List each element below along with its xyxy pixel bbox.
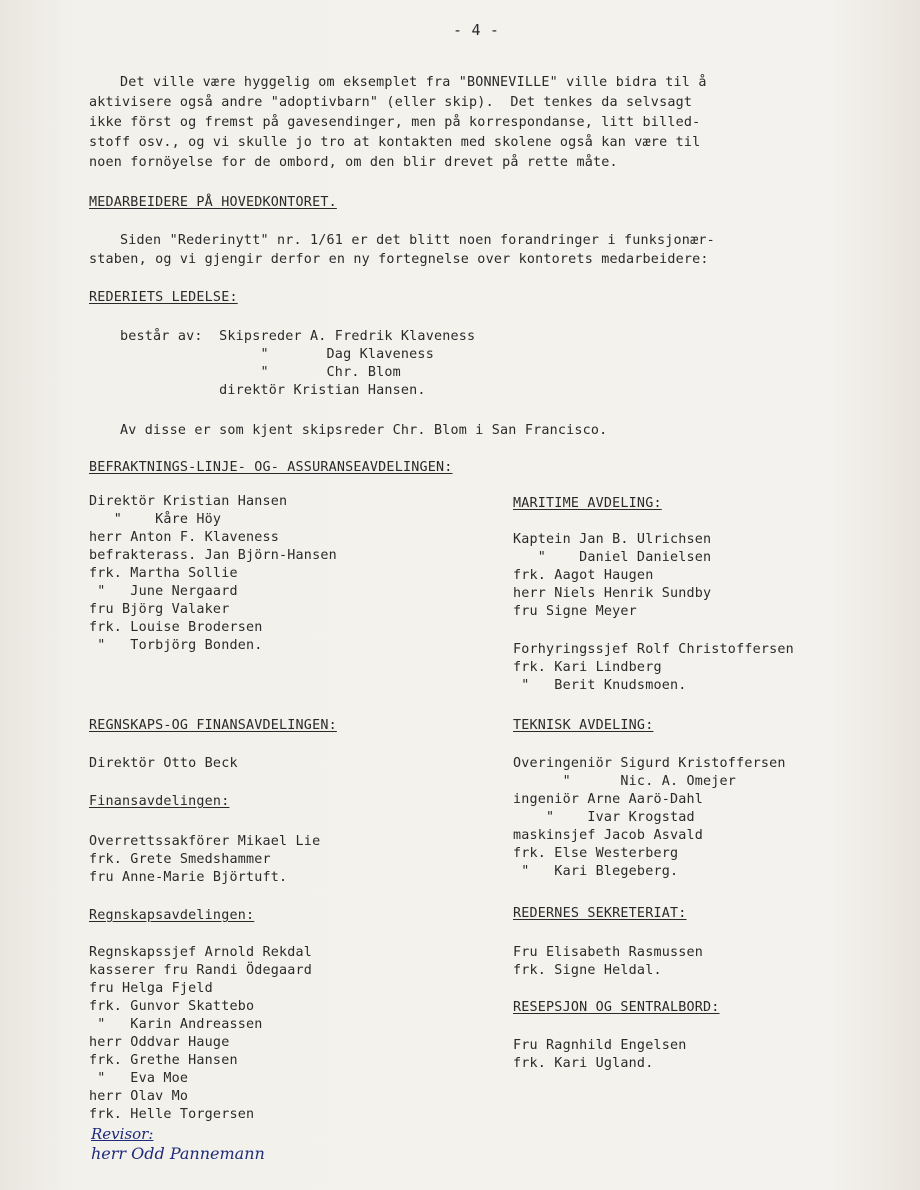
staff-line: frk. Kari Lindberg [513, 660, 662, 675]
staff-line: frk. Grethe Hansen [89, 1053, 238, 1068]
staff-line: fru Signe Meyer [513, 604, 637, 619]
staff-line: " Ivar Krogstad [513, 810, 695, 825]
staff-line: " Nic. A. Omejer [513, 774, 737, 789]
staff-line: " Karin Andreassen [89, 1017, 263, 1032]
staff-line: " Eva Moe [89, 1071, 189, 1086]
staff-line: herr Oddvar Hauge [89, 1035, 230, 1050]
finans-heading: Finansavdelingen: [89, 794, 230, 809]
section-heading: MEDARBEIDERE PÅ HOVEDKONTORET. [89, 195, 337, 210]
intro-line: stoff osv., og vi skulle jo tro at kontakten med skolene også kan være til [89, 135, 701, 150]
intro-line: ikke först og fremst på gavesendinger, men på korrespondanse, litt billed- [89, 115, 701, 130]
befraktning-heading: BEFRAKTNINGS-LINJE- OG- ASSURANSEAVDELINGEN: [89, 460, 453, 475]
staff-line: fru Björg Valaker [89, 602, 230, 617]
staff-line: fru Helga Fjeld [89, 981, 213, 996]
staff-line: " Berit Knudsmoen. [513, 678, 687, 693]
intro-line: Det ville være hyggelig om eksemplet fra "BONNEVILLE" ville bidra til å [120, 75, 707, 90]
staff-line: Overrettssakförer Mikael Lie [89, 834, 321, 849]
staff-line: herr Anton F. Klaveness [89, 530, 280, 545]
staff-line: " Kåre Höy [89, 512, 222, 527]
ledelse-line: direktör Kristian Hansen. [120, 383, 426, 398]
staff-line: Kaptein Jan B. Ulrichsen [513, 532, 712, 547]
staff-line: maskinsjef Jacob Asvald [513, 828, 704, 843]
staff-line: Fru Ragnhild Engelsen [513, 1038, 687, 1053]
ledelse-line: " Chr. Blom [120, 365, 401, 380]
handwritten-revisor-label: Revisor: [91, 1125, 154, 1143]
staff-line: ingeniör Arne Aarö-Dahl [513, 792, 704, 807]
staff-line: frk. Kari Ugland. [513, 1056, 654, 1071]
ledelse-line: " Dag Klaveness [120, 347, 434, 362]
ledelse-line: består av: Skipsreder A. Fredrik Klaveness [120, 329, 476, 344]
staff-line: frk. Martha Sollie [89, 566, 238, 581]
ledelse-heading: REDERIETS LEDELSE: [89, 290, 238, 305]
section-paragraph-line: Siden "Rederinytt" nr. 1/61 er det blitt noen forandringer i funksjonær- [120, 233, 715, 248]
staff-line: frk. Else Westerberg [513, 846, 679, 861]
staff-line: herr Olav Mo [89, 1089, 189, 1104]
staff-line: Direktör Kristian Hansen [89, 494, 288, 509]
staff-line: kasserer fru Randi Ödegaard [89, 963, 313, 978]
sekreteriat-heading: REDERNES SEKRETERIAT: [513, 906, 687, 921]
section-paragraph-line: staben, og vi gjengir derfor en ny fortegnelse over kontorets medarbeidere: [89, 252, 709, 267]
resepsjon-heading: RESEPSJON OG SENTRALBORD: [513, 1000, 720, 1015]
teknisk-heading: TEKNISK AVDELING: [513, 718, 654, 733]
regnskap-finans-heading: REGNSKAPS-OG FINANSAVDELINGEN: [89, 718, 337, 733]
handwritten-revisor-name: herr Odd Pannemann [91, 1144, 265, 1163]
staff-line: frk. Helle Torgersen [89, 1107, 255, 1122]
staff-line: frk. Signe Heldal. [513, 963, 662, 978]
staff-line: Forhyringssjef Rolf Christoffersen [513, 642, 794, 657]
staff-line: " Kari Blegeberg. [513, 864, 679, 879]
staff-line: frk. Louise Brodersen [89, 620, 263, 635]
staff-line: " Daniel Danielsen [513, 550, 712, 565]
ledelse-note: Av disse er som kjent skipsreder Chr. Blom i San Francisco. [120, 423, 608, 438]
staff-line: Overingeniör Sigurd Kristoffersen [513, 756, 786, 771]
staff-line: Fru Elisabeth Rasmussen [513, 945, 704, 960]
staff-line: Direktör Otto Beck [89, 756, 238, 771]
staff-line: fru Anne-Marie Björtuft. [89, 870, 288, 885]
intro-line: noen fornöyelse for de ombord, om den blir drevet på rette måte. [89, 155, 618, 170]
staff-line: herr Niels Henrik Sundby [513, 586, 712, 601]
staff-line: Regnskapssjef Arnold Rekdal [89, 945, 313, 960]
staff-line: " Torbjörg Bonden. [89, 638, 263, 653]
staff-line: frk. Grete Smedshammer [89, 852, 271, 867]
regnskap-heading: Regnskapsavdelingen: [89, 908, 255, 923]
staff-line: befrakterass. Jan Björn-Hansen [89, 548, 337, 563]
page-number: - 4 - [453, 21, 500, 39]
staff-line: " June Nergaard [89, 584, 238, 599]
maritime-heading: MARITIME AVDELING: [513, 496, 662, 511]
staff-line: frk. Gunvor Skattebo [89, 999, 255, 1014]
intro-line: aktivisere også andre "adoptivbarn" (eller skip). Det tenkes da selvsagt [89, 95, 693, 110]
staff-line: frk. Aagot Haugen [513, 568, 654, 583]
